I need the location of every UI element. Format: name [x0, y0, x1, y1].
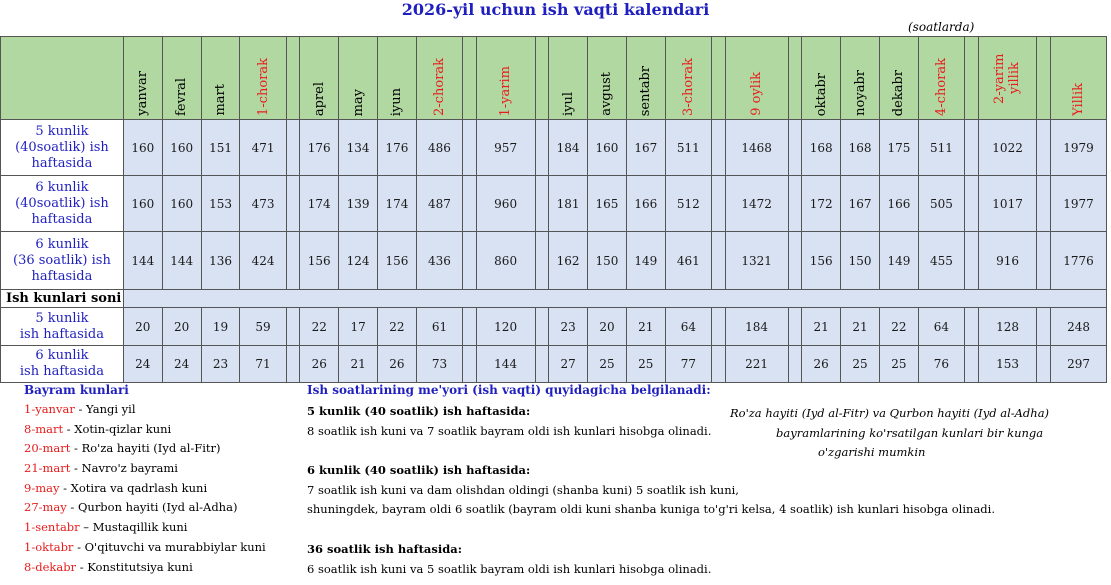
holiday-item — [24, 439, 304, 459]
table-cell: 1468 — [725, 120, 788, 176]
holiday-date: 1-yanvar — [24, 402, 75, 416]
row-label-line: haftasida — [31, 268, 93, 284]
note-line: bayramlarining ko'rsatilgan kunlari bir kunga — [776, 425, 1044, 440]
table-cell: 156 — [300, 232, 339, 290]
holiday-name: - Navro'z bayrami — [70, 461, 178, 476]
holiday-shift-note — [720, 404, 1050, 463]
holiday-item — [24, 479, 304, 499]
column-header — [300, 37, 339, 120]
column-header-label: iyul — [560, 91, 576, 116]
table-cell: 1022 — [978, 120, 1037, 176]
table-cell: 19 — [201, 308, 240, 346]
column-spacer — [286, 120, 300, 176]
table-cell: 73 — [416, 346, 462, 383]
holiday-item — [24, 459, 304, 479]
column-spacer — [788, 346, 802, 383]
column-spacer — [788, 232, 802, 290]
table-cell: 25 — [841, 346, 880, 383]
table-cell: 160 — [162, 120, 201, 176]
holiday-name: – Mustaqillik kuni — [79, 520, 188, 535]
table-cell: 248 — [1051, 308, 1107, 346]
column-header — [339, 37, 378, 120]
norm-line: 6 soatlik ish kuni va 5 soatlik bayram oldi ish kunlari hisobga olinadi. — [307, 561, 712, 576]
column-spacer — [535, 232, 549, 290]
table-row — [1, 176, 1107, 232]
column-header — [201, 37, 240, 120]
row-label — [1, 232, 124, 290]
column-header — [240, 37, 286, 120]
column-header-label: avgust — [599, 72, 615, 116]
days-section-band — [123, 290, 1106, 308]
column-spacer — [463, 308, 477, 346]
column-spacer — [463, 232, 477, 290]
column-header — [588, 37, 627, 120]
table-cell: 166 — [626, 176, 665, 232]
table-cell: 957 — [476, 120, 535, 176]
table-cell: 20 — [588, 308, 627, 346]
holiday-item — [24, 498, 304, 518]
table-cell: 297 — [1051, 346, 1107, 383]
column-spacer — [286, 346, 300, 383]
table-cell: 487 — [416, 176, 462, 232]
row-label-line: 6 kunlik — [35, 348, 89, 363]
column-header-label: may — [350, 88, 366, 116]
table-cell: 162 — [549, 232, 588, 290]
table-cell: 221 — [725, 346, 788, 383]
column-spacer — [535, 308, 549, 346]
table-cell: 153 — [201, 176, 240, 232]
column-header-label: yanvar — [135, 71, 151, 116]
holiday-name: - Xotira va qadrlash kuni — [59, 480, 208, 495]
row-label-line: 5 kunlik — [35, 123, 89, 139]
table-cell: 486 — [416, 120, 462, 176]
row-label-line: haftasida — [31, 211, 93, 227]
row-label-line: (36 soatlik) ish — [13, 252, 111, 268]
column-header — [879, 37, 918, 120]
table-cell: 176 — [300, 120, 339, 176]
table-cell: 168 — [802, 120, 841, 176]
column-spacer — [965, 120, 979, 176]
column-header-label: 4-chorak — [933, 58, 949, 116]
column-header — [978, 37, 1037, 120]
table-cell: 153 — [978, 346, 1037, 383]
column-header-label: 2-yarim yillik — [991, 53, 1022, 104]
table-cell: 22 — [300, 308, 339, 346]
holiday-date: 20-mart — [24, 441, 71, 456]
table-cell: 150 — [588, 232, 627, 290]
table-cell: 151 — [201, 120, 240, 176]
row-label — [1, 176, 124, 232]
table-cell: 25 — [626, 346, 665, 383]
column-spacer — [965, 176, 979, 232]
norm-line — [307, 520, 997, 540]
table-cell: 150 — [841, 232, 880, 290]
table-cell: 24 — [162, 346, 201, 383]
table-row — [1, 308, 1107, 346]
column-spacer — [463, 346, 477, 383]
table-cell: 176 — [378, 120, 417, 176]
table-cell: 166 — [879, 176, 918, 232]
table-cell: 424 — [240, 232, 286, 290]
column-header — [162, 37, 201, 120]
column-spacer — [1037, 232, 1051, 290]
column-header-label: iyun — [389, 87, 405, 116]
table-cell: 181 — [549, 176, 588, 232]
note-line: Ro'za hayiti (Iyd al-Fitr) va Qurbon hayiti (Iyd al-Adha) — [730, 406, 1050, 420]
norm-line: shuningdek, bayram oldi 6 soatlik (bayram oldi kuni shanba kuniga to'g'ri kelsa, 4 soatlik) ish kunlari hisobga olinadi. — [307, 502, 995, 517]
column-header — [802, 37, 841, 120]
table-cell: 59 — [240, 308, 286, 346]
column-header-label: 1-yarim — [498, 65, 514, 116]
column-header — [918, 37, 964, 120]
column-header-label: Yillik — [1071, 83, 1087, 116]
column-spacer — [711, 346, 725, 383]
column-header-label: 2-chorak — [431, 58, 447, 116]
table-cell: 160 — [162, 176, 201, 232]
column-header — [665, 37, 711, 120]
norm-heading: 6 kunlik (40 soatlik) ish haftasida: — [307, 463, 531, 478]
table-cell: 27 — [549, 346, 588, 383]
table-cell: 64 — [665, 308, 711, 346]
table-cell: 22 — [879, 308, 918, 346]
column-spacer — [535, 120, 549, 176]
column-header — [416, 37, 462, 120]
table-cell: 1979 — [1051, 120, 1107, 176]
table-cell: 160 — [123, 176, 162, 232]
table-cell: 471 — [240, 120, 286, 176]
column-spacer — [463, 176, 477, 232]
column-spacer — [1037, 176, 1051, 232]
table-cell: 76 — [918, 346, 964, 383]
holiday-date: 21-mart — [24, 461, 71, 476]
table-cell: 25 — [588, 346, 627, 383]
column-header — [549, 37, 588, 120]
column-spacer — [1037, 308, 1051, 346]
table-cell: 184 — [725, 308, 788, 346]
column-spacer — [711, 120, 725, 176]
table-cell: 120 — [476, 308, 535, 346]
column-header — [123, 37, 162, 120]
table-cell: 149 — [626, 232, 665, 290]
table-cell: 21 — [626, 308, 665, 346]
column-header — [725, 37, 788, 120]
norm-line: 7 soatlik ish kuni va dam olishdan oldingi (shanba kuni) 5 soatlik ish kuni, — [307, 482, 739, 497]
table-cell: 165 — [588, 176, 627, 232]
note-line: o'zgarishi mumkin — [818, 445, 926, 460]
holiday-date: 8-mart — [24, 421, 64, 436]
column-spacer — [965, 308, 979, 346]
row-label — [1, 308, 124, 346]
table-cell: 61 — [416, 308, 462, 346]
column-spacer — [711, 308, 725, 346]
norms-title: Ish soatlarining me'yori (ish vaqti) quyidagicha belgilanadi: — [307, 383, 711, 397]
calendar-table — [0, 36, 1107, 383]
table-cell: 139 — [339, 176, 378, 232]
column-header — [1051, 37, 1107, 120]
table-cell: 960 — [476, 176, 535, 232]
table-cell: 26 — [300, 346, 339, 383]
table-cell: 511 — [665, 120, 711, 176]
holiday-item — [24, 518, 304, 538]
column-header-label: noyabr — [852, 70, 868, 116]
holiday-name: - Xotin-qizlar kuni — [63, 421, 172, 436]
column-header — [841, 37, 880, 120]
days-section-label: Ish kunlari soni — [1, 290, 124, 308]
table-cell: 512 — [665, 176, 711, 232]
table-cell: 23 — [201, 346, 240, 383]
holiday-item — [24, 558, 304, 578]
row-label — [1, 120, 124, 176]
column-header-label: aprel — [311, 81, 327, 116]
norm-heading: 36 soatlik ish haftasida: — [307, 541, 462, 556]
holiday-name: - O'qituvchi va murabbiylar kuni — [73, 539, 266, 554]
holiday-name: - Qurbon hayiti (Iyd al-Adha) — [66, 500, 238, 515]
holiday-item — [24, 400, 304, 420]
table-cell: 160 — [123, 120, 162, 176]
table-cell: 144 — [476, 346, 535, 383]
table-cell: 77 — [665, 346, 711, 383]
table-cell: 1472 — [725, 176, 788, 232]
table-cell: 1017 — [978, 176, 1037, 232]
norm-line: 8 soatlik ish kuni va 7 soatlik bayram oldi ish kunlari hisobga olinadi. — [307, 423, 712, 438]
column-spacer — [286, 176, 300, 232]
table-cell: 174 — [300, 176, 339, 232]
row-label-line: haftasida — [31, 155, 93, 171]
table-cell: 505 — [918, 176, 964, 232]
row-label-line: 5 kunlik — [35, 310, 89, 326]
column-spacer — [535, 346, 549, 383]
column-spacer — [535, 37, 549, 120]
header-corner — [1, 37, 124, 120]
column-header-label: oktabr — [813, 72, 829, 116]
table-cell: 167 — [626, 120, 665, 176]
row-label-line: 6 kunlik — [35, 236, 89, 252]
table-cell: 168 — [841, 120, 880, 176]
table-cell: 26 — [802, 346, 841, 383]
table-cell: 174 — [378, 176, 417, 232]
table-cell: 144 — [123, 232, 162, 290]
holiday-item — [24, 420, 304, 440]
units-note: (soatlarda) — [908, 20, 975, 34]
column-spacer — [788, 176, 802, 232]
column-spacer — [1037, 120, 1051, 176]
table-cell: 1321 — [725, 232, 788, 290]
table-cell: 1977 — [1051, 176, 1107, 232]
column-spacer — [711, 37, 725, 120]
column-header-label: 3-chorak — [680, 58, 696, 116]
column-header — [476, 37, 535, 120]
holidays-list — [24, 382, 304, 577]
column-header-label: mart — [213, 84, 229, 116]
table-cell: 916 — [978, 232, 1037, 290]
table-cell: 25 — [879, 346, 918, 383]
column-spacer — [965, 37, 979, 120]
table-cell: 21 — [841, 308, 880, 346]
holiday-date: 1-oktabr — [24, 539, 74, 554]
column-spacer — [788, 308, 802, 346]
table-cell: 17 — [339, 308, 378, 346]
table-cell: 473 — [240, 176, 286, 232]
row-label-line: ish haftasida — [19, 364, 105, 379]
column-header-label: 9 oylik — [749, 72, 765, 116]
column-spacer — [286, 37, 300, 120]
holiday-name: - Yangi yil — [74, 402, 136, 416]
table-cell: 64 — [918, 308, 964, 346]
table-row — [1, 346, 1107, 383]
table-cell: 156 — [378, 232, 417, 290]
table-cell: 156 — [802, 232, 841, 290]
table-cell: 1776 — [1051, 232, 1107, 290]
table-cell: 24 — [123, 346, 162, 383]
table-row — [1, 232, 1107, 290]
holiday-name: - Ro'za hayiti (Iyd al-Fitr) — [70, 441, 221, 456]
row-label-line: 6 kunlik — [35, 179, 89, 195]
table-cell: 134 — [339, 120, 378, 176]
table-cell: 21 — [339, 346, 378, 383]
holiday-date: 1-sentabr — [24, 520, 80, 535]
column-spacer — [788, 120, 802, 176]
table-cell: 860 — [476, 232, 535, 290]
column-header — [378, 37, 417, 120]
holiday-date: 8-dekabr — [24, 559, 77, 574]
column-spacer — [711, 232, 725, 290]
column-header — [626, 37, 665, 120]
column-spacer — [535, 176, 549, 232]
row-label-line: (40soatlik) ish — [15, 139, 109, 155]
column-header-label: fevral — [174, 78, 190, 116]
table-cell: 455 — [918, 232, 964, 290]
holiday-date: 27-may — [24, 500, 67, 515]
column-spacer — [1037, 346, 1051, 383]
table-cell: 436 — [416, 232, 462, 290]
column-spacer — [1037, 37, 1051, 120]
page-title: 2026-yil uchun ish vaqti kalendari — [401, 0, 710, 19]
table-cell: 21 — [802, 308, 841, 346]
column-header-label: 1-chorak — [255, 58, 271, 116]
table-row — [1, 120, 1107, 176]
column-spacer — [286, 308, 300, 346]
row-label-line: (40soatlik) ish — [15, 195, 109, 211]
row-label — [1, 346, 124, 383]
column-header-label: sentabr — [638, 65, 654, 116]
table-cell: 20 — [162, 308, 201, 346]
table-cell: 26 — [378, 346, 417, 383]
column-spacer — [965, 346, 979, 383]
table-cell: 184 — [549, 120, 588, 176]
table-cell: 172 — [802, 176, 841, 232]
row-label-line: ish haftasida — [19, 326, 105, 342]
table-cell: 167 — [841, 176, 880, 232]
table-cell: 144 — [162, 232, 201, 290]
column-header-label: dekabr — [891, 69, 907, 116]
table-cell: 149 — [879, 232, 918, 290]
table-cell: 22 — [378, 308, 417, 346]
column-spacer — [965, 232, 979, 290]
table-cell: 136 — [201, 232, 240, 290]
table-cell: 461 — [665, 232, 711, 290]
table-cell: 20 — [123, 308, 162, 346]
table-cell: 511 — [918, 120, 964, 176]
column-spacer — [788, 37, 802, 120]
table-cell: 128 — [978, 308, 1037, 346]
holidays-title: Bayram kunlari — [24, 383, 129, 397]
holiday-date: 9-may — [24, 480, 60, 495]
holiday-name: - Konstitutsiya kuni — [76, 559, 193, 574]
column-spacer — [286, 232, 300, 290]
table-cell: 160 — [588, 120, 627, 176]
table-cell: 71 — [240, 346, 286, 383]
column-spacer — [711, 176, 725, 232]
table-cell: 175 — [879, 120, 918, 176]
norm-heading: 5 kunlik (40 soatlik) ish haftasida: — [307, 404, 531, 418]
column-spacer — [463, 37, 477, 120]
column-spacer — [463, 120, 477, 176]
holiday-item — [24, 538, 304, 558]
table-cell: 124 — [339, 232, 378, 290]
table-cell: 23 — [549, 308, 588, 346]
